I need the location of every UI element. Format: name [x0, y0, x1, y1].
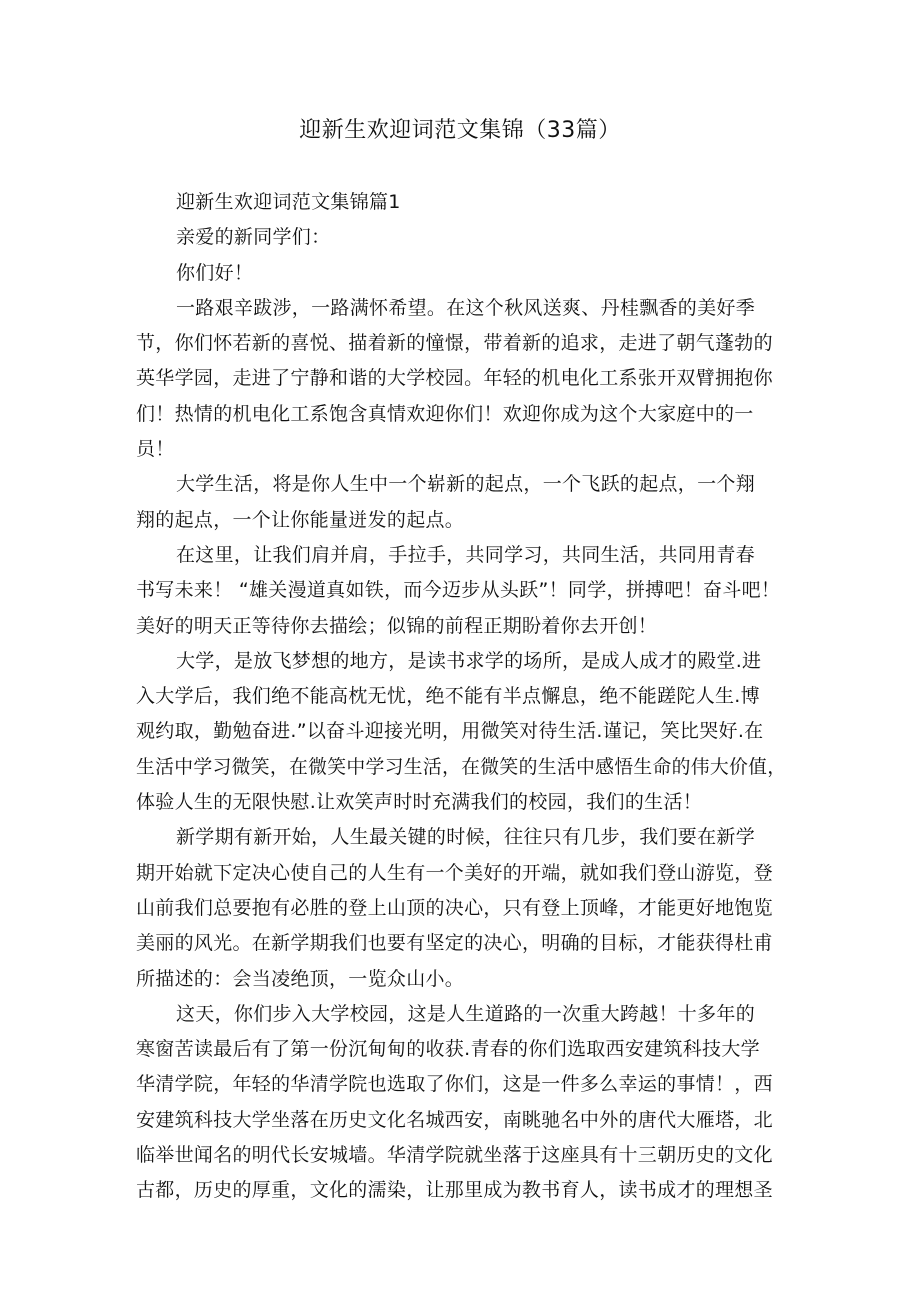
text-line: 新学期有新开始，人生最关键的时候，往往只有几步，我们要在新学: [176, 826, 756, 849]
text-line: 英华学园，走进了宁静和谐的大学校园。年轻的机电化工系张开双臂拥抱你: [136, 367, 773, 390]
text-line: 生活中学习微笑，在微笑中学习生活，在微笑的生活中感悟生命的伟大价值，: [136, 756, 787, 778]
text-line: 观约取，勤勉奋进.”以奋斗迎接光明，用微笑对待生活.谨记，笑比哭好.在: [136, 720, 764, 743]
text-line: 大学生活，将是你人生中一个崭新的起点，一个飞跃的起点，一个翔: [176, 473, 756, 496]
text-line: 入大学后，我们绝不能高枕无忧，绝不能有半点懈息，绝不能蹉陀人生.博: [136, 685, 760, 708]
text-line: 一路艰辛跋涉，一路满怀希望。在这个秋风送爽、丹桂飘香的美好季: [176, 296, 756, 319]
text-line: 体验人生的无限快慰.让欢笑声时时充满我们的校园，我们的生活！: [136, 791, 703, 814]
text-line: 大学，是放飞梦想的地方，是读书求学的场所，是成人成才的殿堂.进: [176, 649, 762, 672]
text-line: 临举世闻名的明代长安城墙。华清学院就坐落于这座具有十三朝历史的文化: [136, 1144, 773, 1167]
text-line: 期开始就下定决心使自己的人生有一个美好的开端，就如我们登山游览，登: [136, 861, 773, 884]
text-line: 山前我们总要抱有必胜的登上山顶的决心，只有登上顶峰，才能更好地饱览: [136, 896, 773, 919]
document-body: [136, 185, 786, 1209]
text-line: 书写未来！ “雄关漫道真如铁，而今迈步从头跃”！同学，拼搏吧！奋斗吧！: [136, 579, 781, 602]
text-line: 所描述的：会当凌绝顶，一览众山小。: [136, 967, 465, 990]
text-line: 在这里，让我们肩并肩，手拉手，共同学习，共同生活，共同用青春: [176, 543, 756, 566]
text-line: 古都，历史的厚重，文化的濡染，让那里成为教书育人，读书成才的理想圣: [136, 1179, 773, 1202]
text-line: 这天，你们步入大学校园，这是人生道路的一次重大跨越！十多年的: [176, 1002, 756, 1025]
text-line: 翔的起点，一个让你能量迸发的起点。: [136, 508, 465, 531]
text-line: 员！: [136, 438, 175, 461]
text-line: 你们好！: [176, 261, 254, 284]
text-line: 们！热情的机电化工系饱含真情欢迎你们！欢迎你成为这个大家庭中的一: [136, 402, 754, 425]
document-title: 迎新生欢迎词范文集锦（33篇）: [299, 118, 621, 143]
text-line: 迎新生欢迎词范文集锦篇1: [176, 191, 401, 213]
text-line: 安建筑科技大学坐落在历史文化名城西安，南眺驰名中外的唐代大雁塔，北: [136, 1108, 773, 1131]
text-line: 亲爱的新同学们：: [176, 226, 331, 249]
text-line: 节，你们怀若新的喜悦、描着新的憧憬，带着新的追求，走进了朝气蓬勃的: [136, 332, 773, 355]
text-line: 华清学院，年轻的华清学院也选取了你们，这是一件多么幸运的事情！，西: [136, 1073, 773, 1096]
text-line: 美丽的风光。在新学期我们也要有坚定的决心，明确的目标，才能获得杜甫: [136, 932, 773, 955]
text-line: 寒窗苦读最后有了第一份沉甸甸的收获.青春的你们选取西安建筑科技大学: [136, 1038, 760, 1061]
text-line: 美好的明天正等待你去描绘；似锦的前程正期盼着你去开创！: [136, 614, 658, 637]
